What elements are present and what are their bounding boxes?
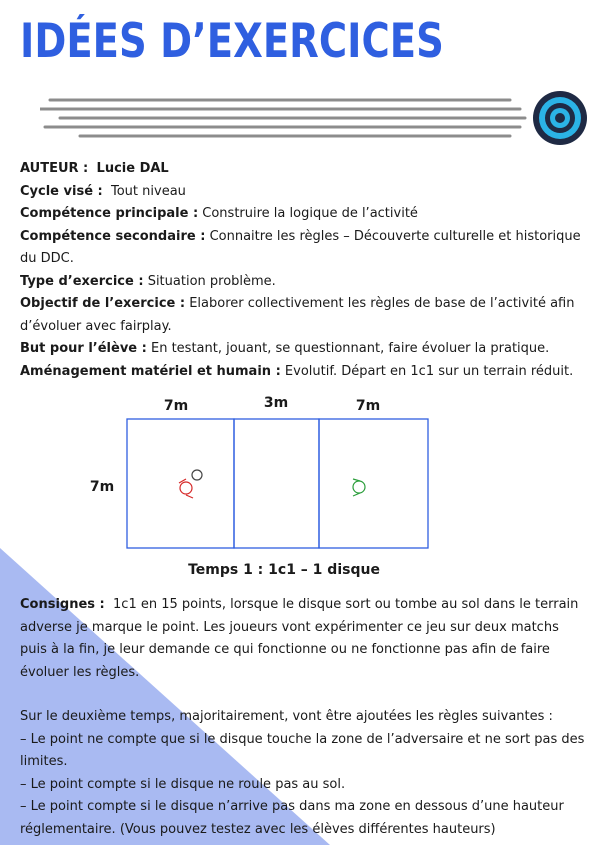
consignes-paragraph: Consignes : 1c1 en 15 points, lorsque le disque sort ou tombe au sol dans le terrain adverse je marque le point. Les joueurs vont expérimenter ce jeu sur deux matchs puis à la fin, je leur demande ce qui fonctionne ou ne fonctionne pas afin de faire évoluer les règles. xyxy=(20,597,579,680)
disc xyxy=(192,470,202,480)
target-icon xyxy=(533,91,587,145)
height-label: 7m xyxy=(89,479,115,495)
amenagement-line: Aménagement matériel et humain : Evolutif. Départ en 1c1 sur un terrain réduit. xyxy=(20,363,574,379)
field-diagram xyxy=(0,385,603,585)
zone-right xyxy=(319,419,428,548)
rule-item: – Le point compte si le disque n’arrive pas dans ma zone en dessous d’une hauteur réglementaire. (Vous pouvez testez avec les élèves différentes hauteurs) xyxy=(20,799,564,837)
author-line: AUTEUR : Lucie DAL xyxy=(20,161,169,176)
player-red xyxy=(179,479,193,498)
width-label-middle: 3m xyxy=(263,395,289,411)
competence-secondaire-line: Compétence secondaire : Connaitre les règles – Découverte culturelle et historique du DDC. xyxy=(20,228,581,266)
width-label-left: 7m xyxy=(163,398,189,414)
but-line: But pour l’élève : En testant, jouant, se questionnant, faire évoluer la pratique. xyxy=(20,341,550,356)
zone-middle xyxy=(234,419,319,548)
rule-item: – Le point ne compte que si le disque touche la zone de l’adversaire et ne sort pas des limites. xyxy=(20,731,585,769)
consignes-intro: Sur le deuxième temps, majoritairement, vont être ajoutées les règles suivantes : xyxy=(20,709,553,724)
competence-principale-line: Compétence principale : Construire la logique de l’activité xyxy=(20,206,418,221)
diagram-caption: Temps 1 : 1c1 – 1 disque xyxy=(188,562,380,578)
header-lines-decoration xyxy=(40,86,595,150)
type-exercice-line: Type d’exercice : Situation problème. xyxy=(20,273,276,289)
zone-left xyxy=(127,419,234,548)
width-label-right: 7m xyxy=(355,398,381,414)
cycle-line: Cycle visé : Tout niveau xyxy=(20,183,186,199)
objectif-line: Objectif de l’exercice : Elaborer collectivement les règles de base de l’activité afin d’évoluer avec fairplay. xyxy=(20,296,575,334)
page-title: IDÉES D’EXERCICES xyxy=(20,14,444,69)
rule-item: – Le point compte si le disque ne roule pas au sol. xyxy=(20,776,346,792)
consignes-section xyxy=(20,594,588,841)
player-green xyxy=(353,479,365,496)
exercise-info xyxy=(20,158,588,383)
